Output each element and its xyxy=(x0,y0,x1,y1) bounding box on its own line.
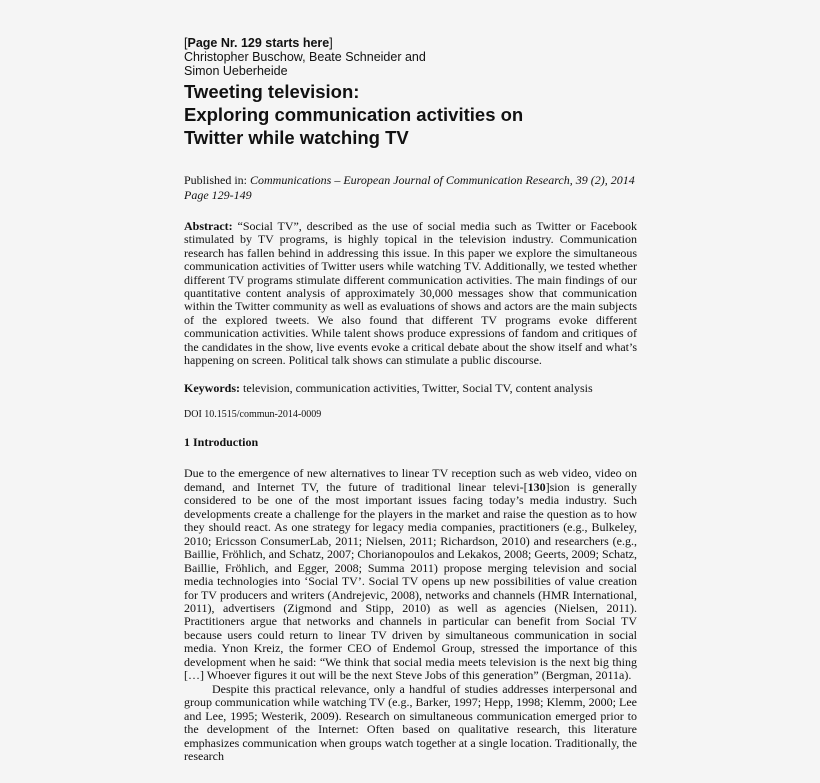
journal-name: Communications – European Journal of Communication Research, 39 (2), 2014 xyxy=(250,173,635,187)
doi: DOI 10.1515/commun-2014-0009 xyxy=(184,409,322,421)
keywords-label: Keywords: xyxy=(184,381,240,396)
paper-page xyxy=(184,36,637,763)
abstract xyxy=(184,220,637,367)
abstract-label: Abstract: xyxy=(184,219,233,233)
authors-line-2: Simon Ueberheide xyxy=(184,64,288,78)
authors xyxy=(184,50,637,78)
title-line-1: Tweeting television: xyxy=(184,81,360,102)
abstract-text: “Social TV”, described as the use of social media such as Twitter or Facebook stimulated by TV programs, is highly topical in the television industry. Communication research has fallen behind in addressing this issue. In this paper we explore the simultaneous communication activities of Twitter users while watching TV. Additionally, we tested whether different TV programs stimulate different communication activities. The main findings of our quantitative content analysis of approximately 30,000 messages show that communication within the Twitter community as well as evaluations of shows and actors are the main subjects of the explored tweets. We also found that different TV programs evoke different communication activities. While talent shows produce expressions of fandom and critiques of the candidates in the show, live events evoke a critical debate about the show itself and what’s happening on screen. Political talk shows can stimulate a public discourse. xyxy=(184,219,637,368)
authors-line-1: Christopher Buschow, Beate Schneider and xyxy=(184,50,426,64)
publication-info xyxy=(184,173,637,202)
publication-label: Published in: xyxy=(184,173,251,187)
section-heading: 1 Introduction xyxy=(184,435,259,450)
title-line-3: Twitter while watching TV xyxy=(184,127,409,148)
body-text xyxy=(184,467,637,763)
paper-title xyxy=(184,80,637,149)
title-line-2: Exploring communication activities on xyxy=(184,104,524,125)
page-marker: [Page Nr. 129 starts here] xyxy=(184,36,333,50)
keywords xyxy=(184,381,637,395)
page-range: Page 129-149 xyxy=(184,187,252,202)
paragraph-2: Despite this practical relevance, only a handful of studies addresses interpersonal and group communication while watching TV (e.g., Barker, 1997; Hepp, 1998; Klemm, 2000; Lee and Lee, 1995; Westerik, 2009). Research on simultaneous communication emerged prior to the development of the Internet: Often based on qualitative research, this literature emphasizes communication when groups watch together at a single location. Traditionally, the research xyxy=(184,681,637,763)
page-marker-label: Page Nr. 129 starts here xyxy=(187,36,330,50)
paragraph-1: Due to the emergence of new alternatives to linear TV reception such as web video, video on demand, and Internet TV, the future of traditional linear televi-[130]sion is generally considered to be one of the most important issues facing today’s media industry. Such developments create a challenge for the players in the market and raise the question as to how they should react. As one strategy for legacy media companies, practitioners (e.g., Bulkeley, 2010; Ericsson ConsumerLab, 2011; Nielsen, 2011; Richardson, 2010) and researchers (e.g., Baillie, Fröhlich, and Schatz, 2007; Chorianopoulos and Lekakos, 2008; Geerts, 2009; Schatz, Baillie, Fröhlich, and Egger, 2008; Summa 2011) propose merging television and social media technologies into ‘Social TV’. Social TV opens up new possibilities of value creation for TV producers and writers (Andrejevic, 2008), networks and channels (HMR International, 2011), advertisers (Zigmond and Stipp, 2010) as well as agencies (Nielsen, 2011). Practitioners argue that networks and channels in particular can benefit from Social TV because users could return to linear TV driven by simultaneous communication in social media. Ynon Kreiz, the former CEO of Endemol Group, stressed the importance of this development when he said: “We think that social media meets television is the next big thing […] Whoever figures it out will be the next Steve Jobs of this generation” (Bergman, 2011a). xyxy=(184,466,637,683)
keywords-text: television, communication activities, Twitter, Social TV, content analysis xyxy=(240,381,593,396)
inline-page-number: 130 xyxy=(527,479,546,494)
